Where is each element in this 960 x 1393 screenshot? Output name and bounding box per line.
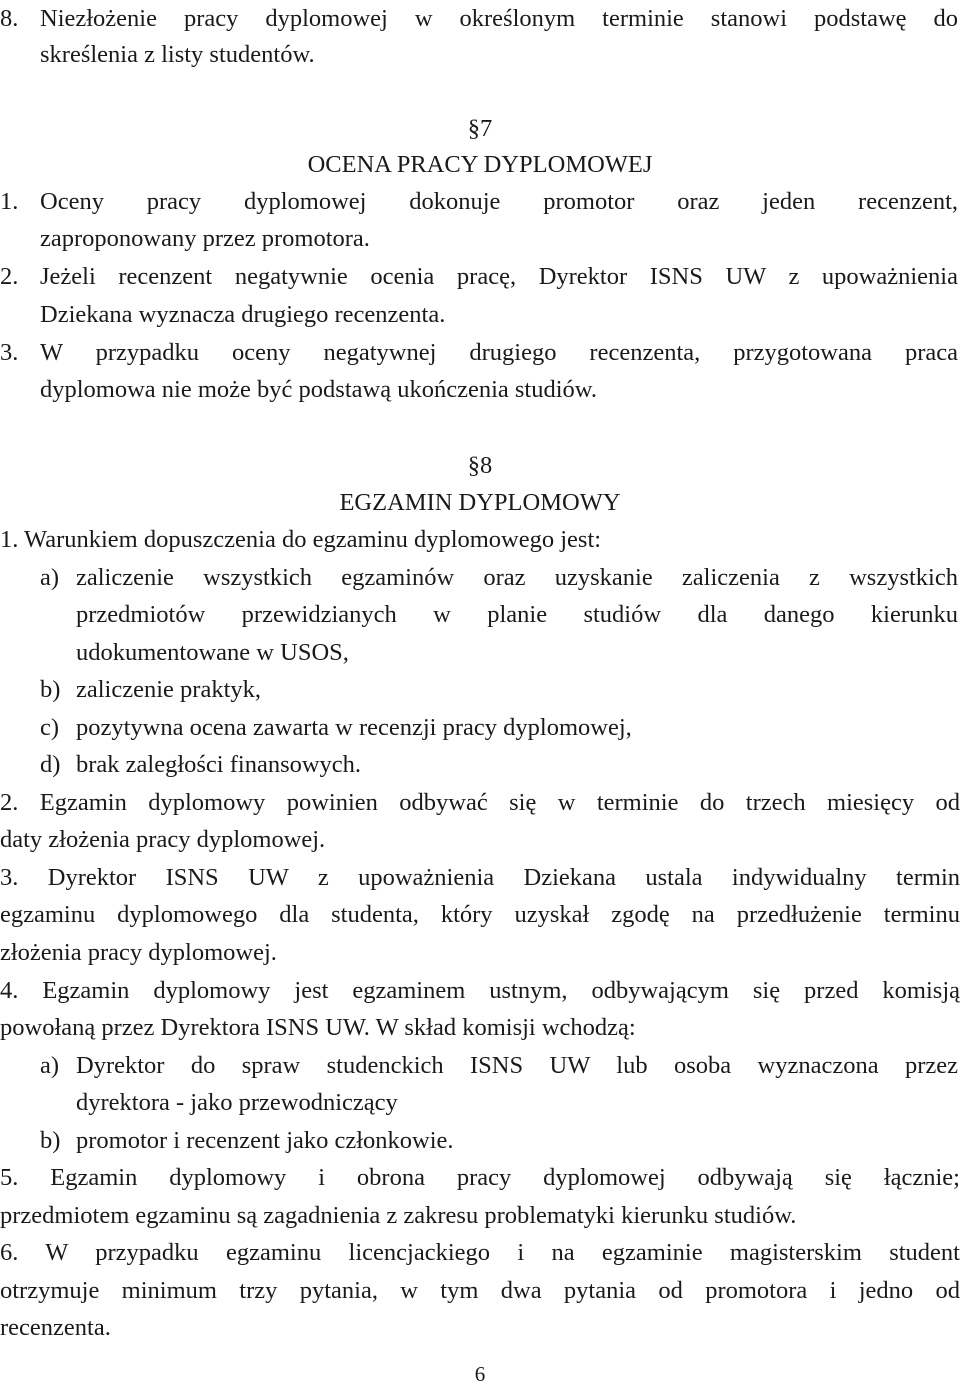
paragraph-line: skreślenia z listy studentów. <box>40 41 315 68</box>
list-item <box>40 1047 958 1084</box>
paragraph-line: dyrektora - jako przewodniczący <box>76 1089 398 1116</box>
item-number: 3. <box>0 339 19 366</box>
paragraph-line: dyplomowa nie może być podstawą ukończenia studiów. <box>40 376 598 403</box>
list-item <box>40 671 940 708</box>
paragraph-line: 2. Egzamin dyplomowy powinien odbywać się w terminie do trzech miesięcy od <box>0 789 960 816</box>
sub-item-text: Dyrektor do spraw studenckich ISNS UW lub osoba wyznaczona przez <box>76 1052 958 1079</box>
page-number: 6 <box>474 1362 486 1386</box>
paragraph-line: daty złożenia pracy dyplomowej. <box>0 826 326 853</box>
sub-item-text: zaliczenie wszystkich egzaminów oraz uzyskanie zaliczenia z wszystkich <box>76 564 958 591</box>
list-item <box>40 746 940 783</box>
list-item <box>40 559 958 596</box>
sub-item-label: c) <box>40 714 60 741</box>
paragraph-line: przedmiotem egzaminu są zagadnienia z zakresu problematyki kierunku studiów. <box>0 1202 797 1229</box>
paragraph-line <box>0 334 960 371</box>
paragraph-line: Dziekana wyznacza drugiego recenzenta. <box>40 301 446 328</box>
sub-item-text: pozytywna ocena zawarta w recenzji pracy dyplomowej, <box>76 714 632 741</box>
sub-item-label: a) <box>40 564 60 591</box>
paragraph-line <box>0 183 960 220</box>
paragraph-line: zaproponowany przez promotora. <box>40 225 370 252</box>
paragraph-line: recenzenta. <box>0 1314 111 1341</box>
item-number: 2. <box>0 263 19 290</box>
paragraph-line <box>0 0 960 37</box>
paragraph-line: przedmiotów przewidzianych w planie studiów dla danego kierunku <box>76 601 958 628</box>
sub-item-label: b) <box>40 676 61 703</box>
paragraph-line: 3. Dyrektor ISNS UW z upoważnienia Dziekana ustala indywidualny termin <box>0 864 960 891</box>
paragraph-line: udokumentowane w USOS, <box>76 639 349 666</box>
paragraph-line: 6. W przypadku egzaminu licencjackiego i na egzaminie magisterskim student <box>0 1239 960 1266</box>
item-text: W przypadku oceny negatywnej drugiego recenzenta, przygotowana praca <box>40 339 958 366</box>
item-text: Jeżeli recenzent negatywnie ocenia pracę, Dyrektor ISNS UW z upoważnienia <box>40 263 958 290</box>
paragraph-line: 4. Egzamin dyplomowy jest egzaminem ustnym, odbywającym się przed komisją <box>0 977 960 1004</box>
item-text: Oceny pracy dyplomowej dokonuje promotor oraz jeden recenzent, <box>40 188 958 215</box>
section-number: §7 <box>467 115 493 142</box>
sub-item-text: brak zaległości finansowych. <box>76 751 362 778</box>
item-number: 8. <box>0 5 19 32</box>
sub-item-text: zaliczenie praktyk, <box>76 676 262 703</box>
paragraph-line: 1. Warunkiem dopuszczenia do egzaminu dyplomowego jest: <box>0 526 602 553</box>
sub-item-label: b) <box>40 1127 61 1154</box>
section-title: OCENA PRACY DYPLOMOWEJ <box>307 151 653 178</box>
list-item <box>40 1122 940 1159</box>
section-number: §8 <box>467 452 493 479</box>
item-text: Niezłożenie pracy dyplomowej w określonym terminie stanowi podstawę do <box>40 5 958 32</box>
sub-item-text: promotor i recenzent jako członkowie. <box>76 1127 454 1154</box>
list-item <box>40 709 940 746</box>
paragraph-line: egzaminu dyplomowego dla studenta, który uzyskał zgodę na przedłużenie terminu <box>0 901 960 928</box>
sub-item-label: d) <box>40 751 61 778</box>
paragraph-line: otrzymuje minimum trzy pytania, w tym dwa pytania od promotora i jedno od <box>0 1277 960 1304</box>
section-title: EGZAMIN DYPLOMOWY <box>339 489 621 516</box>
paragraph-line <box>0 258 960 295</box>
sub-item-label: a) <box>40 1052 60 1079</box>
paragraph-line: 5. Egzamin dyplomowy i obrona pracy dyplomowej odbywają się łącznie; <box>0 1164 960 1191</box>
paragraph-line: powołaną przez Dyrektora ISNS UW. W skład komisji wchodzą: <box>0 1014 636 1041</box>
item-number: 1. <box>0 188 19 215</box>
paragraph-line: złożenia pracy dyplomowej. <box>0 939 277 966</box>
